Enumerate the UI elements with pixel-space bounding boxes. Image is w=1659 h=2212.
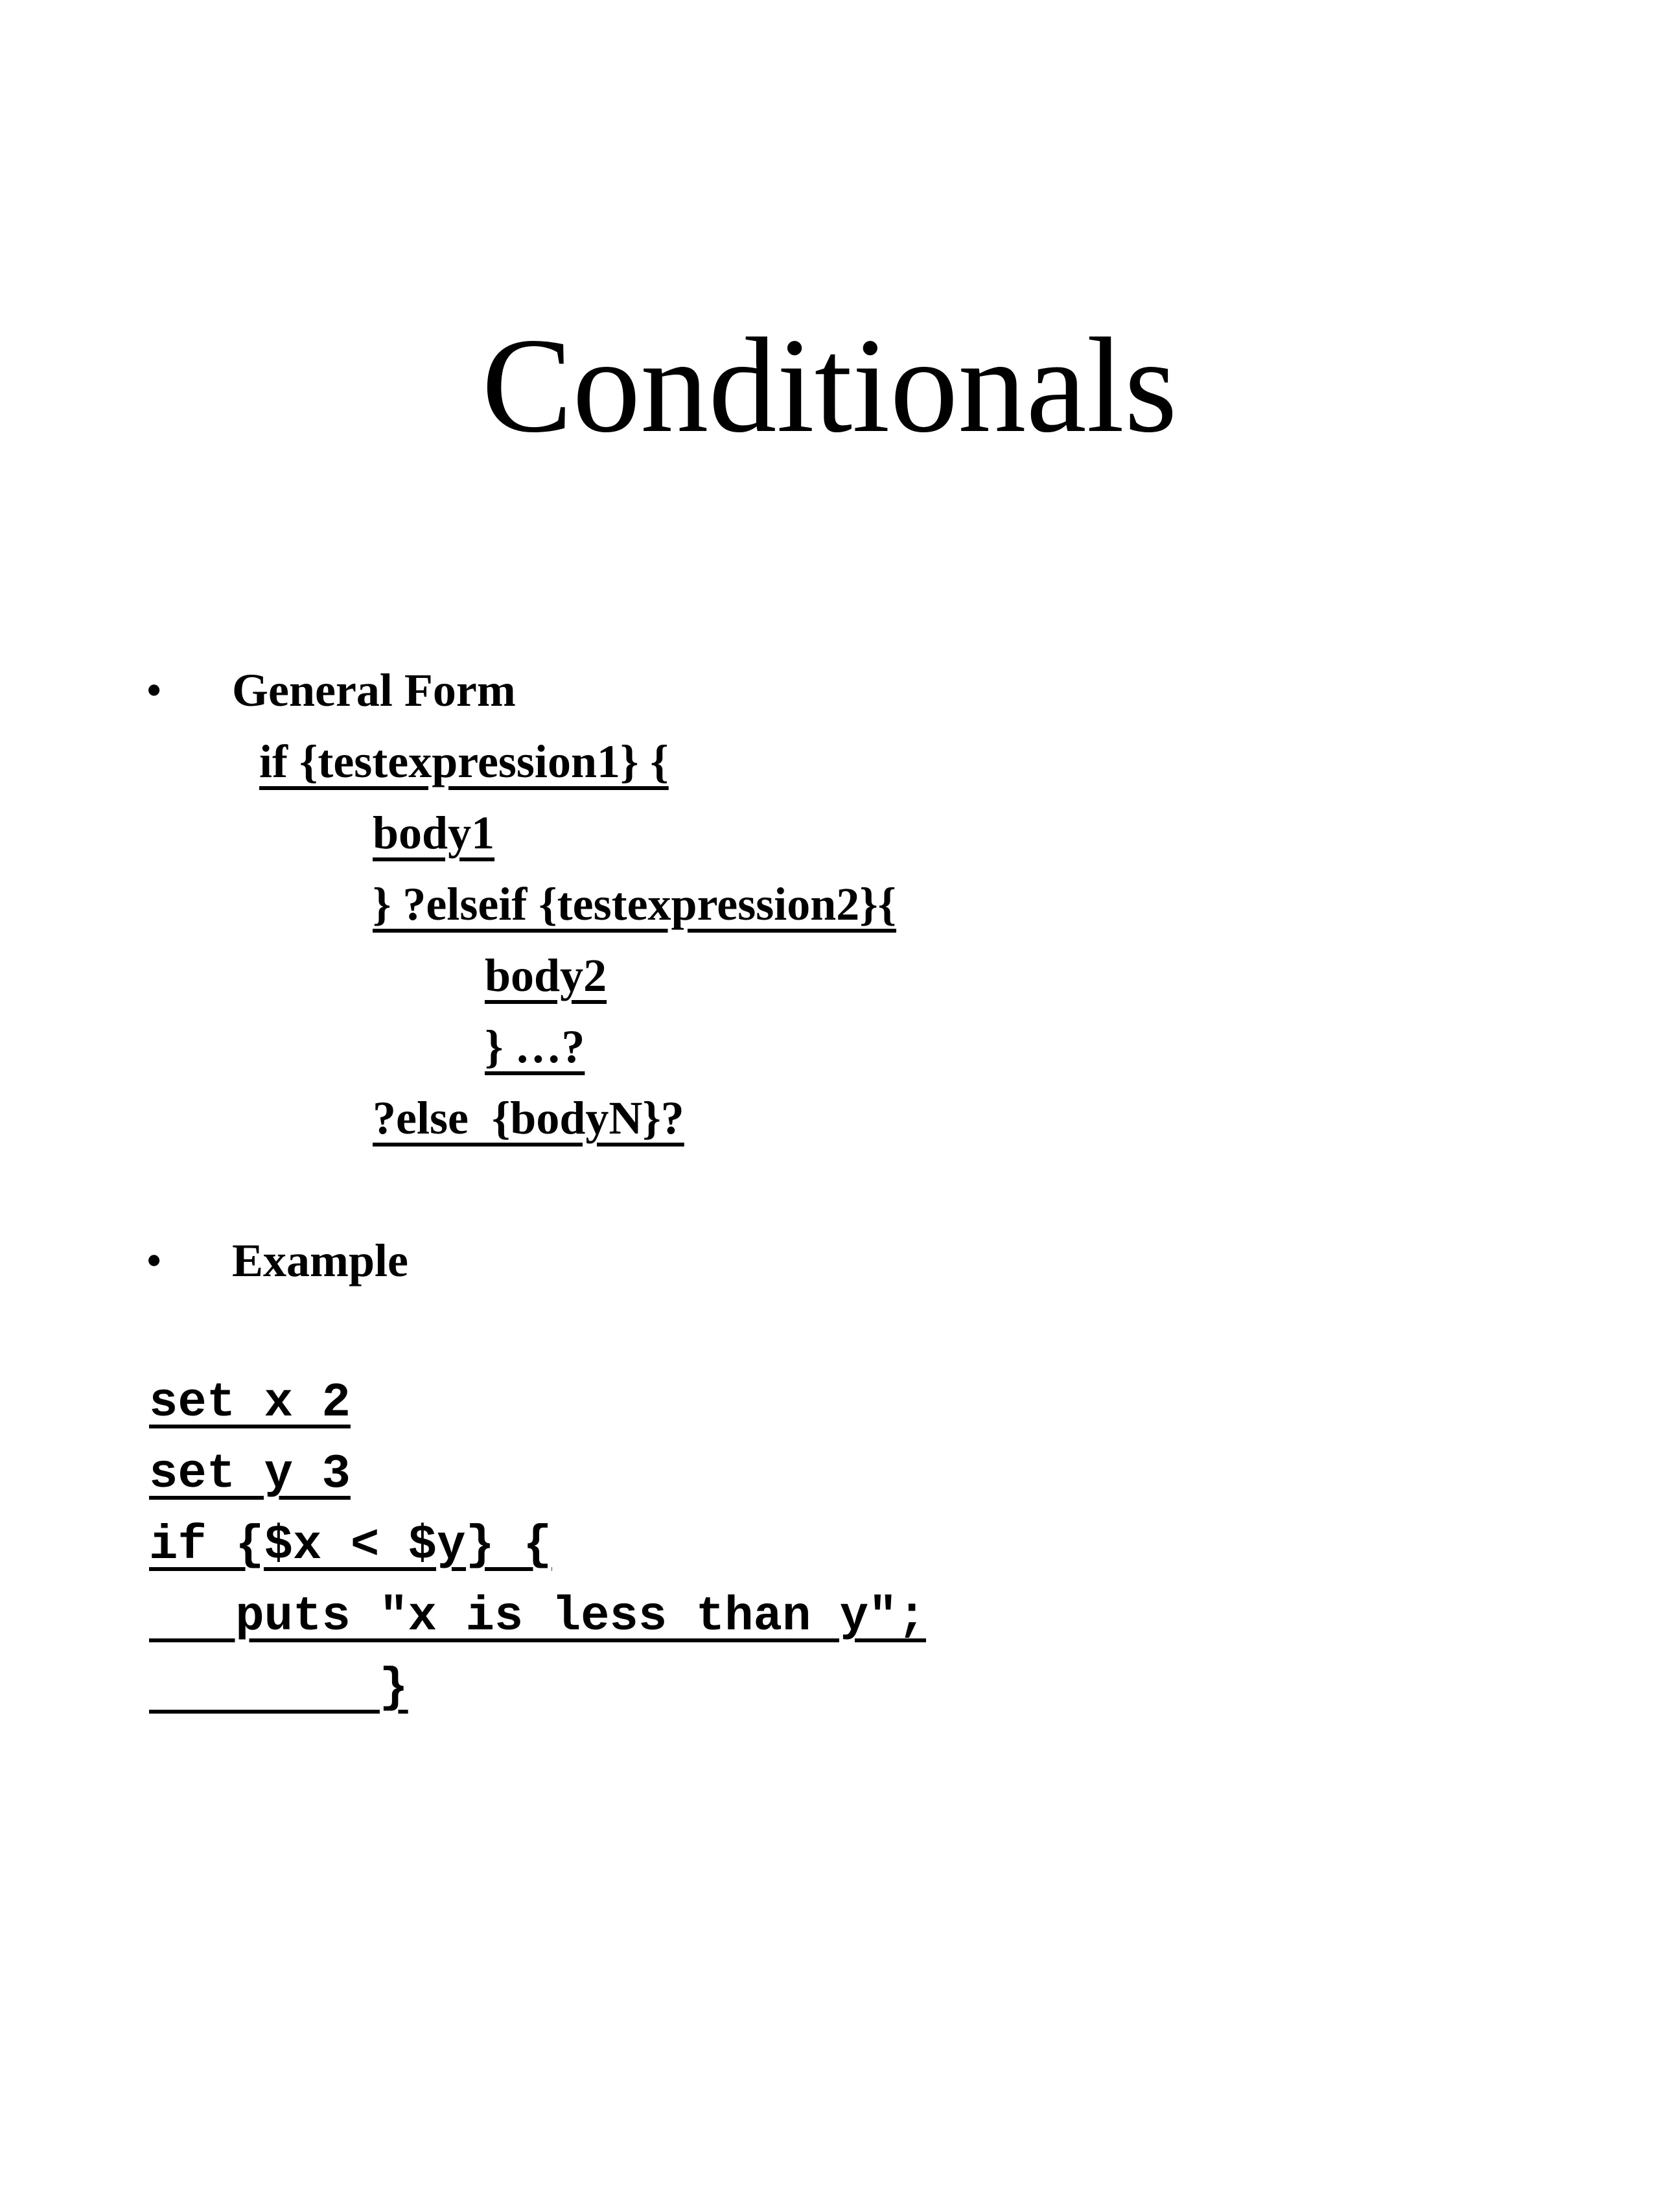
general-form-line: ?else {bodyN}? [373, 1092, 684, 1144]
general-form-line: body1 [373, 807, 495, 859]
code-line: puts "x is less than y"; [149, 1590, 926, 1644]
general-form-line: } …? [485, 1021, 585, 1073]
bullet-marker: • [146, 1235, 163, 1286]
code-line: if {$x < $y} { [149, 1519, 552, 1573]
general-form-line: } ?elseif {testexpression2}{ [373, 878, 897, 930]
slide-title: Conditionals [481, 310, 1178, 461]
general-form-line: body2 [485, 949, 607, 1001]
code-line: } [149, 1661, 408, 1716]
bullet-general-form: General Form [232, 664, 516, 716]
general-form-line: if {testexpression1} { [259, 736, 669, 787]
bullet-marker: • [146, 664, 163, 716]
code-line: set x 2 [149, 1376, 351, 1430]
code-line: set y 3 [149, 1447, 351, 1502]
bullet-example: Example [232, 1235, 409, 1286]
